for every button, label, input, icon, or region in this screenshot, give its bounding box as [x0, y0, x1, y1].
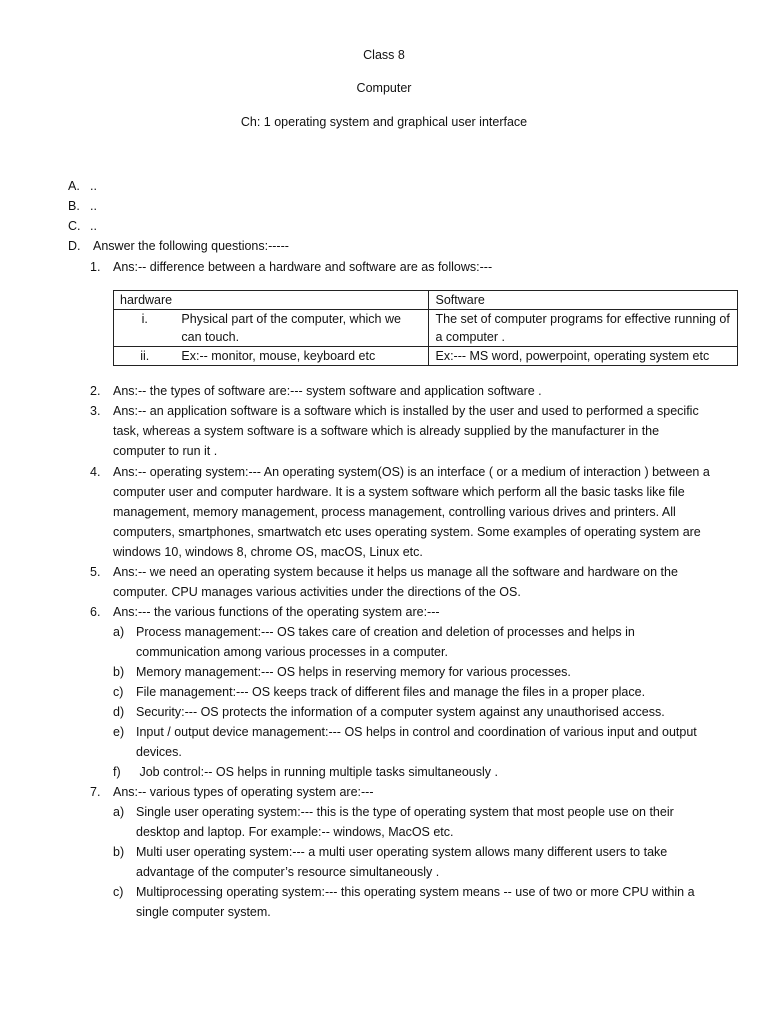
answer-text: Ans:-- difference between a hardware and software are as follows:---: [113, 260, 493, 274]
sub-marker: c): [113, 885, 124, 899]
row-number: ii.: [114, 347, 176, 366]
answer-line: computer. CPU manages various activities under the directions of the OS.: [113, 585, 521, 599]
sub-line: Multi user operating system:--- a multi user operating system allows many different users to take: [136, 845, 668, 859]
row-number: i.: [114, 310, 176, 347]
answer-number: 5.: [90, 565, 101, 579]
chapter-title: Ch: 1 operating system and graphical user interface: [240, 115, 528, 129]
answer-text: Ans:-- the types of software are:--- system software and application software .: [113, 384, 542, 398]
table-row: [114, 310, 738, 347]
answer-text: Ans:--- the various functions of the operating system are:---: [113, 605, 440, 619]
sub-line: desktop and laptop. For example:-- windows, MacOS etc.: [136, 825, 454, 839]
sub-line: Input / output device management:--- OS helps in control and coordination of various input and output: [136, 725, 697, 739]
sub-marker: f): [113, 765, 121, 779]
table-header-row: [114, 291, 738, 310]
section-marker: D.: [68, 239, 81, 253]
sub-line: Process management:--- OS takes care of creation and deletion of processes and helps in: [136, 625, 635, 639]
hardware-cell: Ex:-- monitor, mouse, keyboard etc: [175, 347, 429, 366]
answer-line: windows 10, windows 8, chrome OS, macOS, Linux etc.: [113, 545, 423, 559]
sub-line: Single user operating system:--- this is the type of operating system that most people use on their: [136, 805, 674, 819]
sub-marker: b): [113, 665, 125, 679]
sub-marker: a): [113, 625, 125, 639]
subject-title: Computer: [356, 81, 412, 95]
section-marker: A.: [68, 179, 80, 193]
answer-number: 4.: [90, 465, 101, 479]
sub-line: Security:--- OS protects the information of a computer system against any unauthorised access.: [136, 705, 665, 719]
answer-number: 3.: [90, 404, 101, 418]
answer-line: computers, smartphones, smartwatch etc uses operating system. Some examples of operating system are: [113, 525, 701, 539]
sub-line: single computer system.: [136, 905, 271, 919]
section-marker: C.: [68, 219, 81, 233]
sub-marker: a): [113, 805, 125, 819]
section-text: ..: [90, 179, 97, 193]
section-text: Answer the following questions:-----: [93, 239, 289, 253]
sub-marker: d): [113, 705, 125, 719]
section-text: ..: [90, 219, 97, 233]
answer-number: 6.: [90, 605, 101, 619]
sub-line: devices.: [136, 745, 182, 759]
header-hardware: hardware: [114, 291, 429, 310]
answer-line: computer to run it .: [113, 444, 218, 458]
answer-line: task, whereas a system software is a software which is already supplied by the manufacturer in the: [113, 424, 660, 438]
section-marker: B.: [68, 199, 80, 213]
table-row: [114, 347, 738, 366]
sub-marker: e): [113, 725, 125, 739]
answer-line: Ans:-- we need an operating system because it helps us manage all the software and hardware on the: [113, 565, 678, 579]
answer-number: 7.: [90, 785, 101, 799]
header-software: Software: [429, 291, 738, 310]
sub-line: communication among various processes in a computer.: [136, 645, 448, 659]
sub-line: Job control:-- OS helps in running multiple tasks simultaneously .: [136, 765, 498, 779]
answer-line: management, memory management, process management, controlling various drives and printers. All: [113, 505, 676, 519]
software-cell: Ex:--- MS word, powerpoint, operating system etc: [429, 347, 738, 366]
software-cell: The set of computer programs for effective running of a computer .: [429, 310, 738, 347]
answer-number: 2.: [90, 384, 101, 398]
sub-line: File management:--- OS keeps track of different files and manage the files in a proper place.: [136, 685, 646, 699]
sub-marker: c): [113, 685, 124, 699]
answer-number: 1.: [90, 260, 101, 274]
hardware-cell: Physical part of the computer, which we can touch.: [175, 310, 429, 347]
answer-line: computer user and computer hardware. It is a system software which perform all the basic tasks like file: [113, 485, 685, 499]
section-text: ..: [90, 199, 97, 213]
answer-line: Ans:-- an application software is a software which is installed by the user and used to performed a specific: [113, 404, 699, 418]
answer-text: Ans:-- various types of operating system are:---: [113, 785, 374, 799]
sub-line: advantage of the computer’s resource simultaneously .: [136, 865, 440, 879]
class-title: Class 8: [363, 48, 405, 62]
answer-line: Ans:-- operating system:--- An operating system(OS) is an interface ( or a medium of interaction ) between a: [113, 465, 710, 479]
sub-line: Multiprocessing operating system:--- this operating system means -- use of two or more CPU within a: [136, 885, 695, 899]
hardware-software-table: [113, 290, 738, 366]
sub-marker: b): [113, 845, 125, 859]
sub-line: Memory management:--- OS helps in reserving memory for various processes.: [136, 665, 571, 679]
